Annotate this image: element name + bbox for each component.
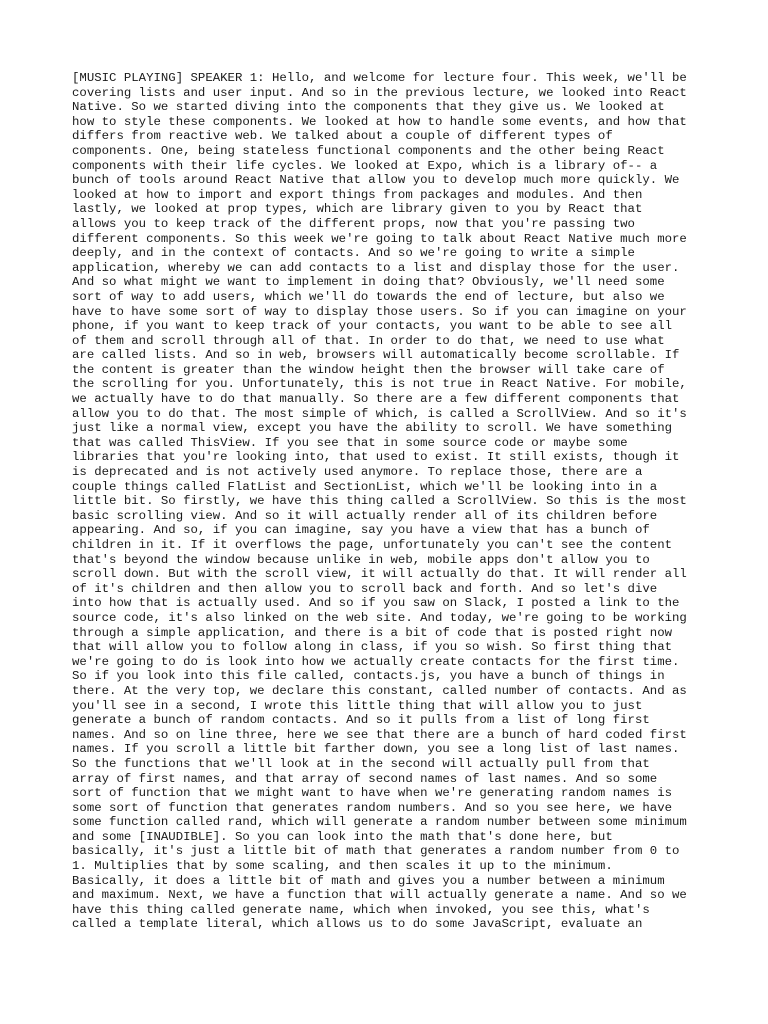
transcript-line: the scrolling for you. Unfortunately, this is not true in React Native. For mobile, [72,377,687,392]
transcript-line: appearing. And so, if you can imagine, say you have a view that has a bunch of [72,523,650,538]
transcript-line: are called lists. And so in web, browsers will automatically become scrollable. If [72,348,680,363]
transcript-line: deeply, and in the context of contacts. And so we're going to write a simple [72,246,635,261]
transcript-line: we actually have to do that manually. So there are a few different components that [72,392,680,407]
transcript-line: children in it. If it overflows the page, unfortunately you can't see the content [72,538,673,552]
transcript-line: And so what might we want to implement in doing that? Obviously, we'll need some [72,275,665,290]
transcript-line: that's beyond the window because unlike in web, mobile apps don't allow you to [72,552,650,567]
transcript-line: components with their life cycles. We looked at Expo, which is a library of-- a [72,158,658,173]
transcript-line: couple things called FlatList and SectionList, which we'll be looking into in a [72,479,658,494]
transcript-line: there. At the very top, we declare this constant, called number of contacts. And as [72,683,687,698]
transcript-line: how to style these components. We looked at how to handle some events, and how that [72,114,687,129]
transcript-line: is deprecated and is not actively used anymore. To replace those, there are a [72,465,643,480]
transcript-line: sort of function that we might want to have when we're generating random names is [72,786,673,801]
transcript-line: just like a normal view, except you have the ability to scroll. We have something [72,421,673,436]
transcript-line: some function called rand, which will generate a random number between some minimum [72,815,687,830]
transcript-line: some sort of function that generates random numbers. And so you see here, we have [72,800,673,815]
transcript-line: bunch of tools around React Native that allow you to develop much more quickly. We [72,173,680,188]
transcript-line: generate a bunch of random contacts. And so it pulls from a list of long first [72,713,650,728]
transcript-line: components. One, being stateless functional components and the other being React [72,143,665,158]
transcript-line: the content is greater than the window height then the browser will take care of [72,362,665,377]
transcript-line: So if you look into this file called, contacts.js, you have a bunch of things in [72,669,665,684]
transcript-line: differs from reactive web. We talked about a couple of different types of [72,129,613,144]
transcript-line: little bit. So firstly, we have this thing called a ScrollView. So this is the most [72,494,687,509]
transcript-line: names. And so on line three, here we see that there are a bunch of hard coded first [72,727,687,742]
transcript-line: basic scrolling view. And so it will actually render all of its children before [72,508,658,523]
transcript-line: 1. Multiplies that by some scaling, and then scales it up to the minimum. [72,859,613,874]
transcript-line: application, whereby we can add contacts to a list and display those for the user. [72,260,680,275]
transcript-line: lastly, we looked at prop types, which are library given to you by React that [72,202,643,217]
transcript-line: allows you to keep track of the different props, now that you're passing two [72,216,635,231]
transcript-line: looked at how to import and export things from packages and modules. And then [72,187,643,202]
transcript-line: have this thing called generate name, which when invoked, you see this, what's [72,902,650,917]
transcript-line: So the functions that we'll look at in the second will actually pull from that [72,756,650,771]
transcript-line: you'll see in a second, I wrote this little thing that will allow you to just [72,698,643,713]
transcript-line: covering lists and user input. And so in the previous lecture, we looked into React [72,85,687,100]
transcript-line: we're going to do is look into how we actually create contacts for the first time. [72,654,680,669]
transcript-line: of them and scroll through all of that. In order to do that, we need to use what [72,333,665,348]
transcript-line: and maximum. Next, we have a function that will actually generate a name. And so we [72,888,687,903]
transcript-line: that will allow you to follow along in class, if you so wish. So first thing that [72,640,673,655]
transcript-line: allow you to do that. The most simple of which, is called a ScrollView. And so it's [72,406,687,421]
transcript-line: and some [INAUDIBLE]. So you can look into the math that's done here, but [72,829,613,844]
transcript-line: Native. So we started diving into the components that they give us. We looked at [72,100,665,115]
transcript-line: into how that is actually used. And so if you saw on Slack, I posted a link to the [72,596,680,611]
transcript-line: libraries that you're looking into, that used to exist. It still exists, though it [72,450,680,465]
transcript-line: that was called ThisView. If you see that in some source code or maybe some [72,435,628,450]
transcript-text [72,71,712,932]
transcript-line: phone, if you want to keep track of your contacts, you want to be able to see all [72,319,673,334]
transcript-line: through a simple application, and there is a bit of code that is posted right now [72,625,673,640]
transcript-line: called a template literal, which allows us to do some JavaScript, evaluate an [72,917,643,932]
transcript-line: of it's children and then allow you to scroll back and forth. And so let's dive [72,581,658,596]
transcript-line: Basically, it does a little bit of math and gives you a number between a minimum [72,873,665,888]
transcript-line: source code, it's also linked on the web site. And today, we're going to be working [72,610,687,625]
transcript-line: [MUSIC PLAYING] SPEAKER 1: Hello, and welcome for lecture four. This week, we'll be [72,71,687,85]
transcript-line: have to have some sort of way to display those users. So if you can imagine on your [72,304,687,319]
transcript-line: scroll down. But with the scroll view, it will actually do that. It will render all [72,567,687,582]
transcript-line: basically, it's just a little bit of math that generates a random number from 0 to [72,844,680,859]
transcript-line: array of first names, and that array of second names of last names. And so some [72,771,658,786]
transcript-line: names. If you scroll a little bit farther down, you see a long list of last names. [72,742,680,757]
transcript-line: sort of way to add users, which we'll do towards the end of lecture, but also we [72,289,665,304]
transcript-line: different components. So this week we're going to talk about React Native much more [72,231,687,246]
